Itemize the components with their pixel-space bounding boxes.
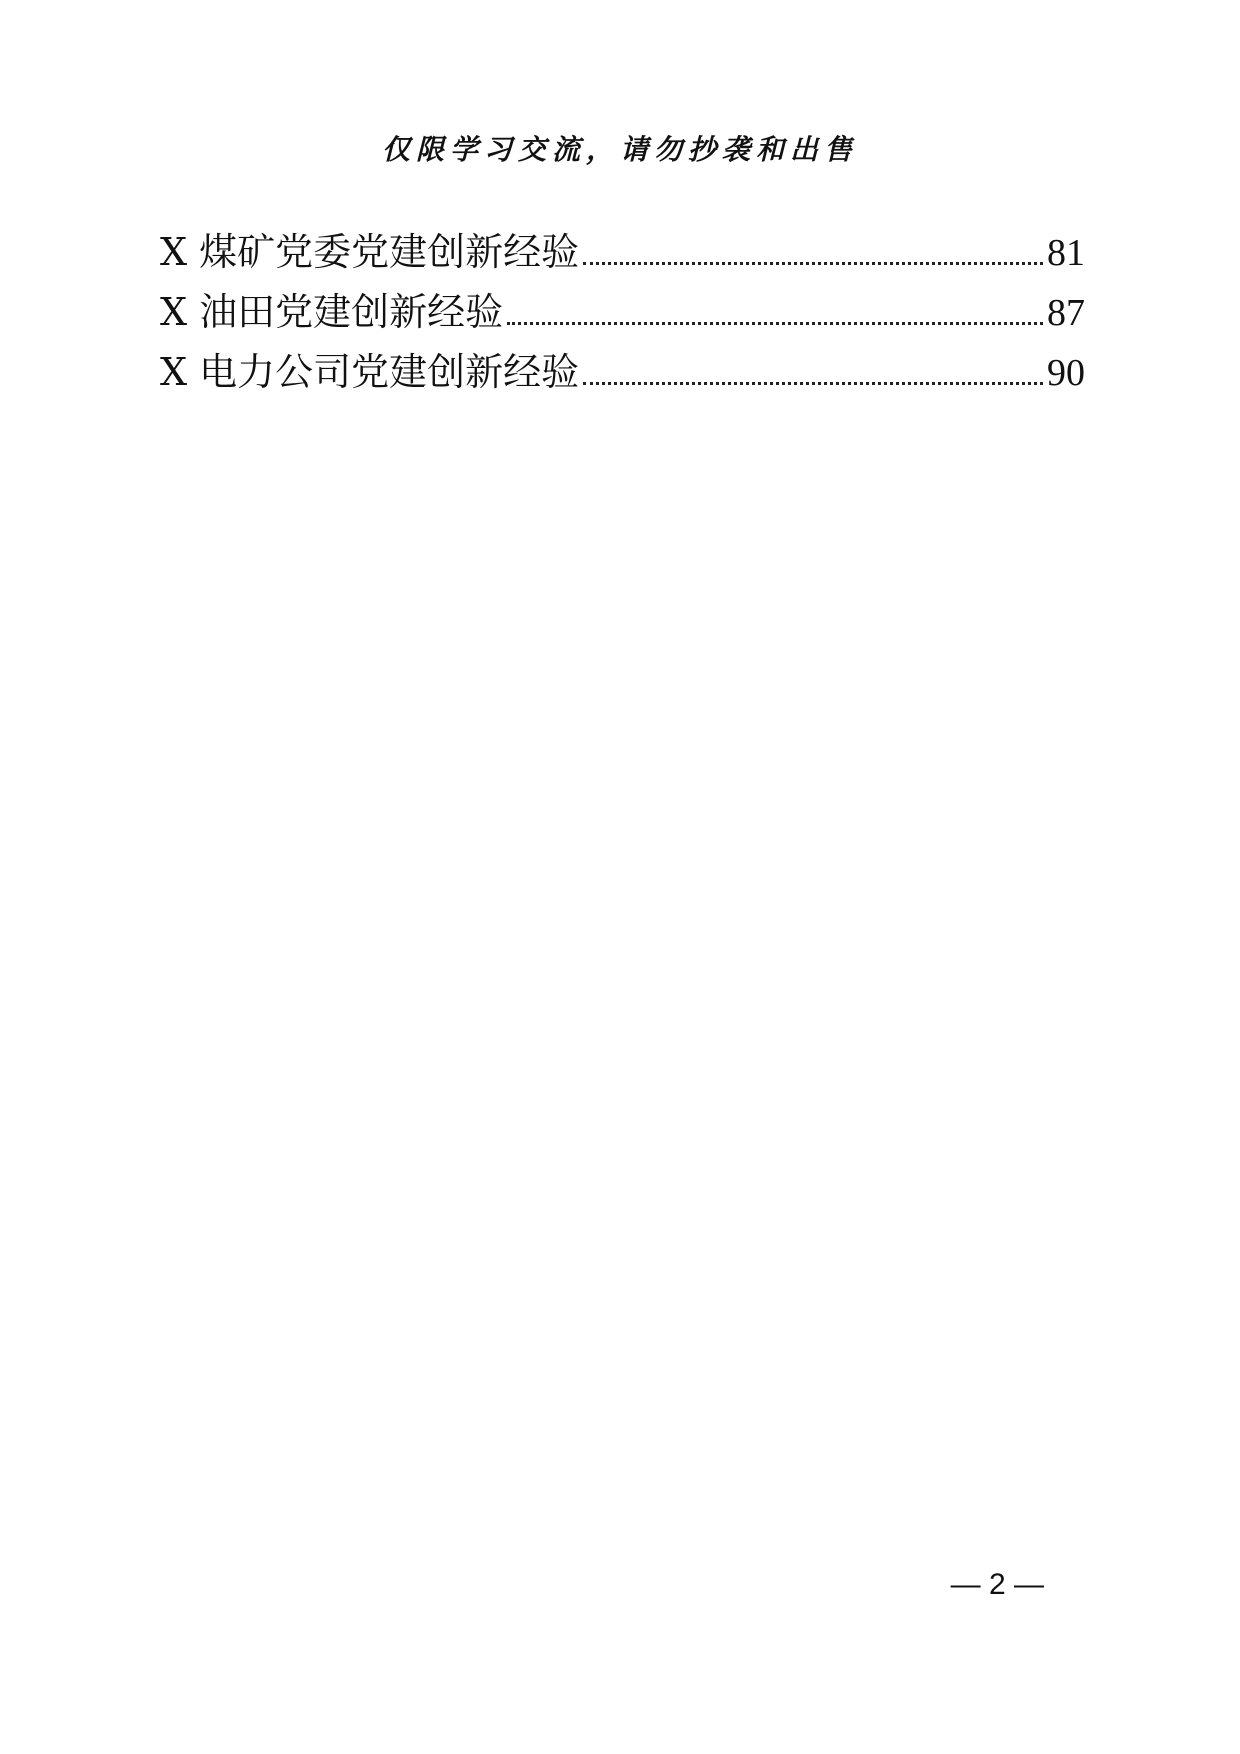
toc-entry-page: 81: [1047, 232, 1085, 274]
page-number: — 2 —: [950, 1568, 1044, 1601]
toc-entry-page: 90: [1047, 352, 1085, 394]
toc-entry[interactable]: [160, 282, 1085, 342]
toc-dot-leader: [583, 382, 1043, 385]
toc-dot-leader: [583, 262, 1043, 265]
table-of-contents: [160, 222, 1085, 402]
page-header-notice: 仅限学习交流，请勿抄袭和出售: [381, 133, 858, 166]
toc-dot-leader: [507, 322, 1043, 325]
toc-entry-title: X 油田党建创新经验: [160, 290, 504, 334]
toc-entry-title: X 煤矿党委党建创新经验: [160, 230, 580, 274]
toc-entry[interactable]: [160, 222, 1085, 282]
toc-entry-title: X 电力公司党建创新经验: [160, 350, 580, 394]
toc-entry[interactable]: [160, 342, 1085, 402]
toc-entry-page: 87: [1047, 292, 1085, 334]
